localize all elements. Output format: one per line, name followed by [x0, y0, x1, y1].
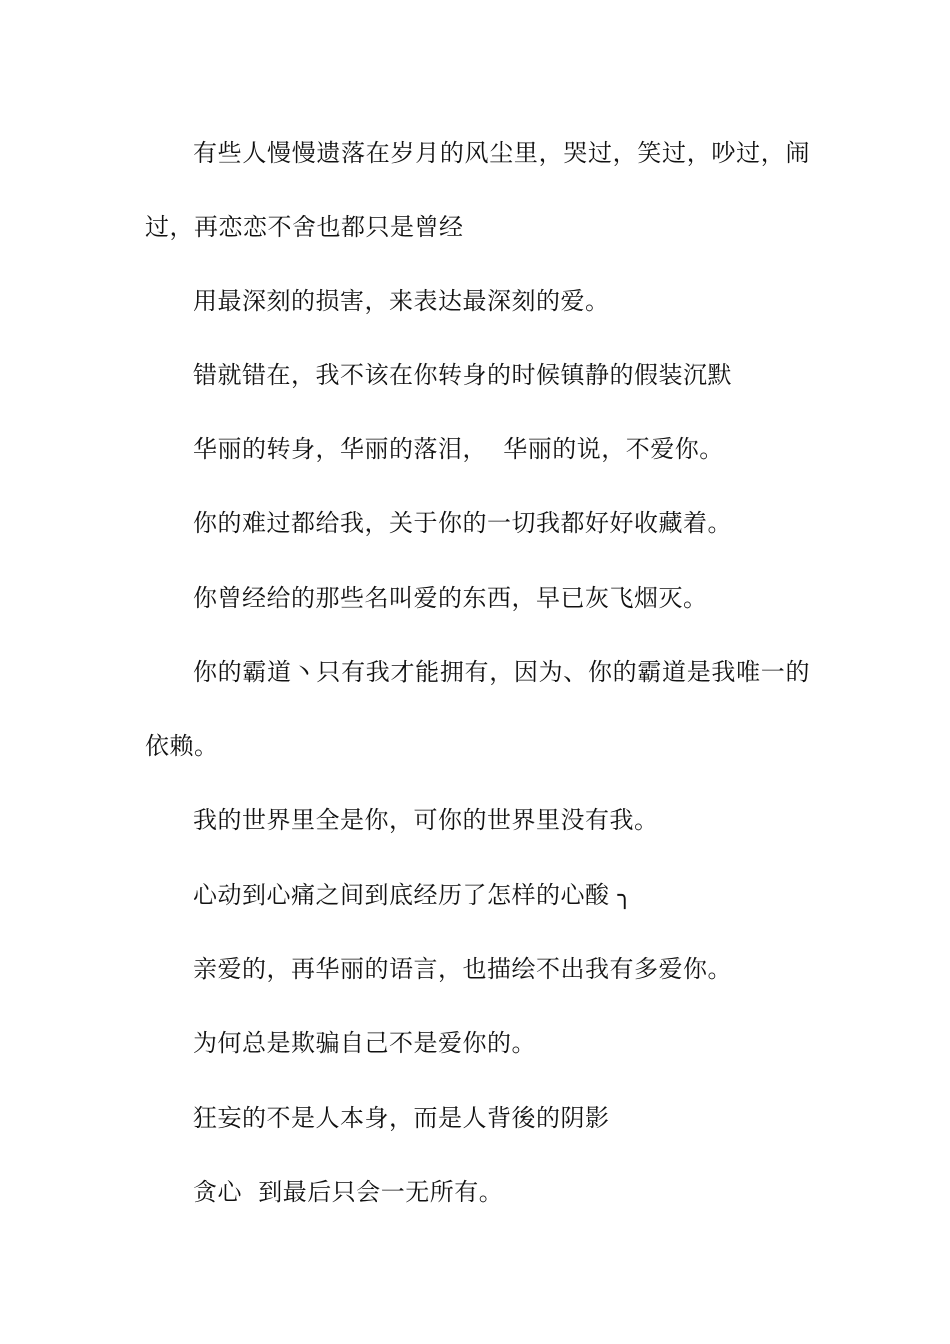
- paragraph-1: 有些人慢慢遗落在岁月的风尘里，哭过，笑过，吵过，闹过，再恋恋不舍也都只是曾经: [145, 139, 810, 241]
- paragraph-9: 心动到心痛之间到底经历了怎样的心酸 ╮: [193, 881, 633, 909]
- paragraph-13: 贪心 到最后只会一无所有。: [193, 1178, 504, 1206]
- paragraph-10: 亲爱的，再华丽的语言，也描绘不出我有多爱你。: [193, 955, 732, 983]
- paragraph-6: 你曾经给的那些名叫爱的东西，早已灰飞烟灭。: [193, 584, 708, 612]
- paragraph-4: 华丽的转身，华丽的落泪， 华丽的说，不爱你。: [193, 435, 724, 463]
- paragraph-5: 你的难过都给我，关于你的一切我都好好收藏着。: [193, 509, 732, 537]
- paragraph-11: 为何总是欺骗自己不是爱你的。: [193, 1029, 536, 1057]
- paragraph-12: 狂妄的不是人本身，而是人背後的阴影: [193, 1104, 610, 1132]
- paragraph-8: 我的世界里全是你，可你的世界里没有我。: [193, 806, 659, 834]
- paragraph-2: 用最深刻的损害，来表达最深刻的爱。: [193, 287, 610, 315]
- paragraph-7: 你的霸道丶只有我才能拥有，因为、你的霸道是我唯一的依赖。: [145, 658, 810, 760]
- paragraph-3: 错就错在，我不该在你转身的时候镇静的假装沉默: [193, 361, 732, 389]
